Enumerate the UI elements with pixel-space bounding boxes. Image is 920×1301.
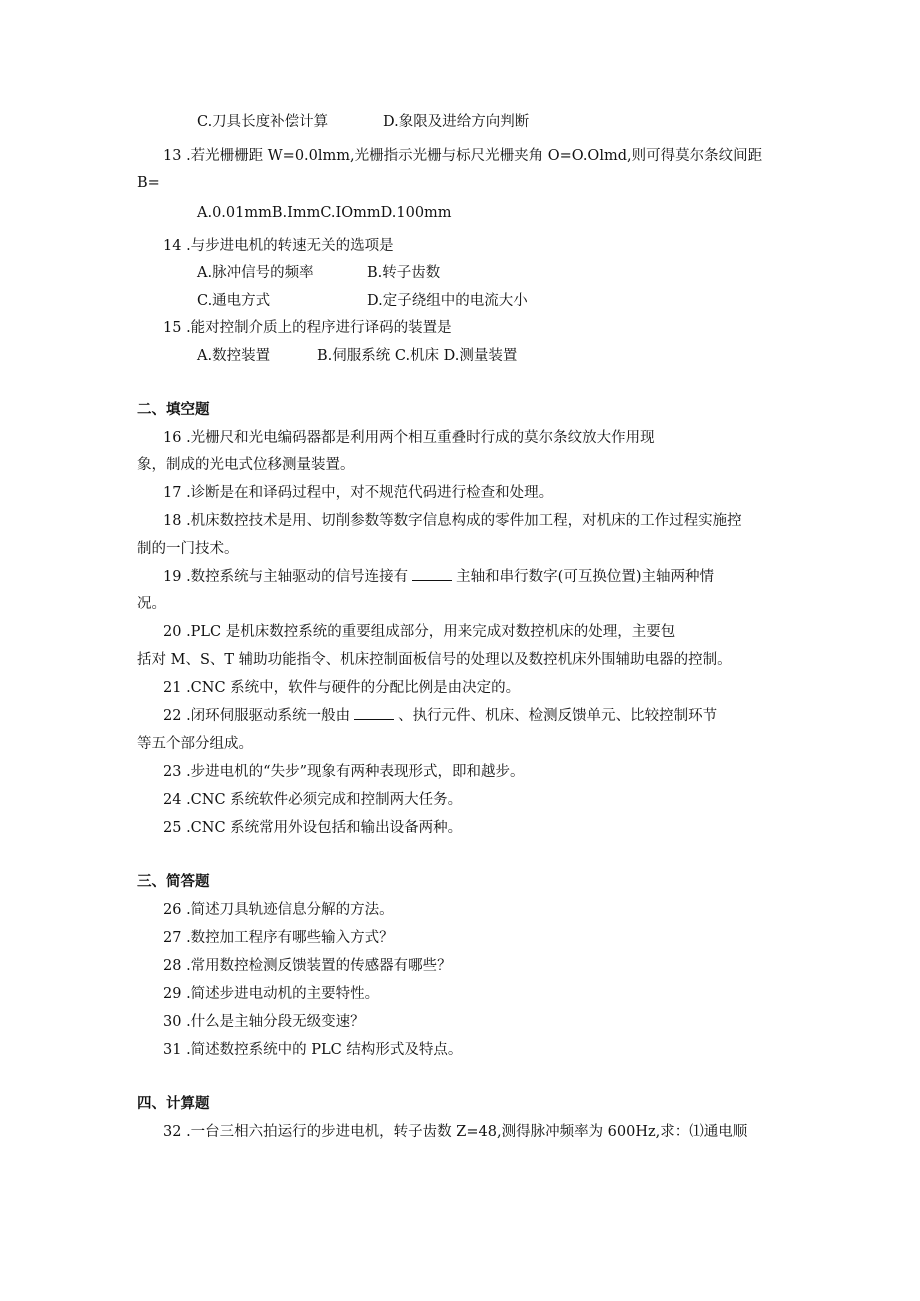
q20-line (163, 622, 675, 642)
q19-line (163, 567, 714, 587)
q28-number: 28 (163, 958, 182, 974)
q17-text: .诊断是在和译码过程中，对不规范代码进行检查和处理。 (186, 485, 554, 501)
q25-number: 25 (163, 820, 182, 836)
q22-text-pre: .闭环伺服驱动系统一般由 (186, 708, 351, 724)
section-calculation-title: 四、计算题 (137, 1096, 210, 1112)
q21-line (163, 678, 520, 698)
q14-text: .与步进电机的转速无关的选项是 (186, 238, 394, 254)
q19-number: 19 (163, 569, 182, 585)
q12-option-d: D.象限及进给方向判断 (383, 114, 530, 130)
q14-option-c: C.通电方式 (197, 293, 271, 309)
q21-number: 21 (163, 680, 182, 696)
q20-continuation: 括对 M、S、T 辅助功能指令、机床控制面板信号的处理以及数控机床外围辅助电器的控制。 (137, 652, 732, 668)
q32-number: 32 (163, 1124, 182, 1140)
q16-continuation: 象，制成的光电式位移测量装置。 (137, 457, 355, 473)
q27-number: 27 (163, 930, 182, 946)
q14-option-b: B.转子齿数 (367, 265, 441, 281)
q16-text: .光栅尺和光电编码器都是利用两个相互重叠时行成的莫尔条纹放大作用现 (186, 430, 655, 446)
q14-option-d: D.定子绕组中的电流大小 (367, 293, 528, 309)
q20-text: .PLC 是机床数控系统的重要组成部分，用来完成对数控机床的处理，主要包 (186, 624, 676, 640)
q18-continuation: 制的一门技术。 (137, 541, 239, 557)
q19-continuation: 况。 (137, 596, 166, 612)
section-short-answer-title: 三、简答题 (137, 874, 210, 890)
q24-text: .CNC 系统软件必须完成和控制两大任务。 (186, 792, 463, 808)
q30-line (163, 1012, 365, 1032)
q18-line (163, 511, 742, 531)
q14-option-a: A.脉冲信号的频率 (197, 265, 314, 281)
q25-line (163, 818, 462, 838)
q15-text: .能对控制介质上的程序进行译码的装置是 (186, 320, 452, 336)
q30-text: .什么是主轴分段无级变速？ (186, 1014, 365, 1030)
q15-number: 15 (163, 320, 182, 336)
q13-continuation: B= (137, 175, 160, 191)
q14-line (163, 236, 394, 256)
q22-number: 22 (163, 708, 182, 724)
q31-number: 31 (163, 1042, 182, 1058)
q21-text: .CNC 系统中，软件与硬件的分配比例是由决定的。 (186, 680, 521, 696)
q31-line (163, 1040, 462, 1060)
q22-continuation: 等五个部分组成。 (137, 736, 253, 752)
q27-line (163, 928, 394, 948)
q17-line (163, 483, 553, 503)
q17-number: 17 (163, 485, 182, 501)
q16-line (163, 428, 655, 448)
q15-line (163, 318, 452, 338)
q32-line (163, 1122, 747, 1142)
q26-text: .简述刀具轨迹信息分解的方法。 (186, 902, 394, 918)
q13-options: A.0.01mmB.ImmC.IOmmD.100mm (197, 205, 452, 221)
q25-text: .CNC 系统常用外设包括和输出设备两种。 (186, 820, 463, 836)
q19-text-post: 主轴和串行数字(可互换位置)主轴两种情 (456, 569, 714, 585)
q29-number: 29 (163, 986, 182, 1002)
q26-line (163, 900, 394, 920)
q24-number: 24 (163, 792, 182, 808)
q27-text: .数控加工程序有哪些输入方式？ (186, 930, 394, 946)
section-fill-in-title: 二、填空题 (137, 402, 210, 418)
q30-number: 30 (163, 1014, 182, 1030)
q20-number: 20 (163, 624, 182, 640)
q13-text: .若光栅栅距 W=0.0lmm,光栅指示光栅与标尺光栅夹角 O=O.Olmd,则可得莫尔条纹间距 (186, 148, 763, 164)
q13-number: 13 (163, 148, 182, 164)
q24-line (163, 790, 462, 810)
q31-text: .简述数控系统中的 PLC 结构形式及特点。 (186, 1042, 463, 1058)
q32-text: .一台三相六拍运行的步进电机，转子齿数 Z=48,测得脉冲频率为 600Hz,求：⑴通电顺 (186, 1124, 748, 1140)
q23-text: .步进电机的“失步”现象有两种表现形式，即和越步。 (186, 764, 525, 780)
q28-text: .常用数控检测反馈装置的传感器有哪些？ (186, 958, 452, 974)
q29-text: .简述步进电动机的主要特性。 (186, 986, 380, 1002)
q19-blank (412, 568, 452, 581)
q18-text: .机床数控技术是用、切削参数等数字信息构成的零件加工程，对机床的工作过程实施控 (186, 513, 742, 529)
q15-option-a: A.数控装置 (197, 348, 271, 364)
q29-line (163, 984, 379, 1004)
q16-number: 16 (163, 430, 182, 446)
q26-number: 26 (163, 902, 182, 918)
q15-options-bcd: B.伺服系统 C.机床 D.测量装置 (317, 348, 518, 364)
q19-text-pre: .数控系统与主轴驱动的信号连接有 (186, 569, 409, 585)
q22-line (163, 706, 717, 726)
q22-blank (354, 707, 394, 720)
q22-text-post: 、执行元件、机床、检测反馈单元、比较控制环节 (398, 708, 718, 724)
q13-line (163, 146, 762, 166)
q18-number: 18 (163, 513, 182, 529)
q14-number: 14 (163, 238, 182, 254)
q23-number: 23 (163, 764, 182, 780)
q12-option-c: C.刀具长度补偿计算 (197, 114, 329, 130)
q23-line (163, 762, 525, 782)
q28-line (163, 956, 452, 976)
